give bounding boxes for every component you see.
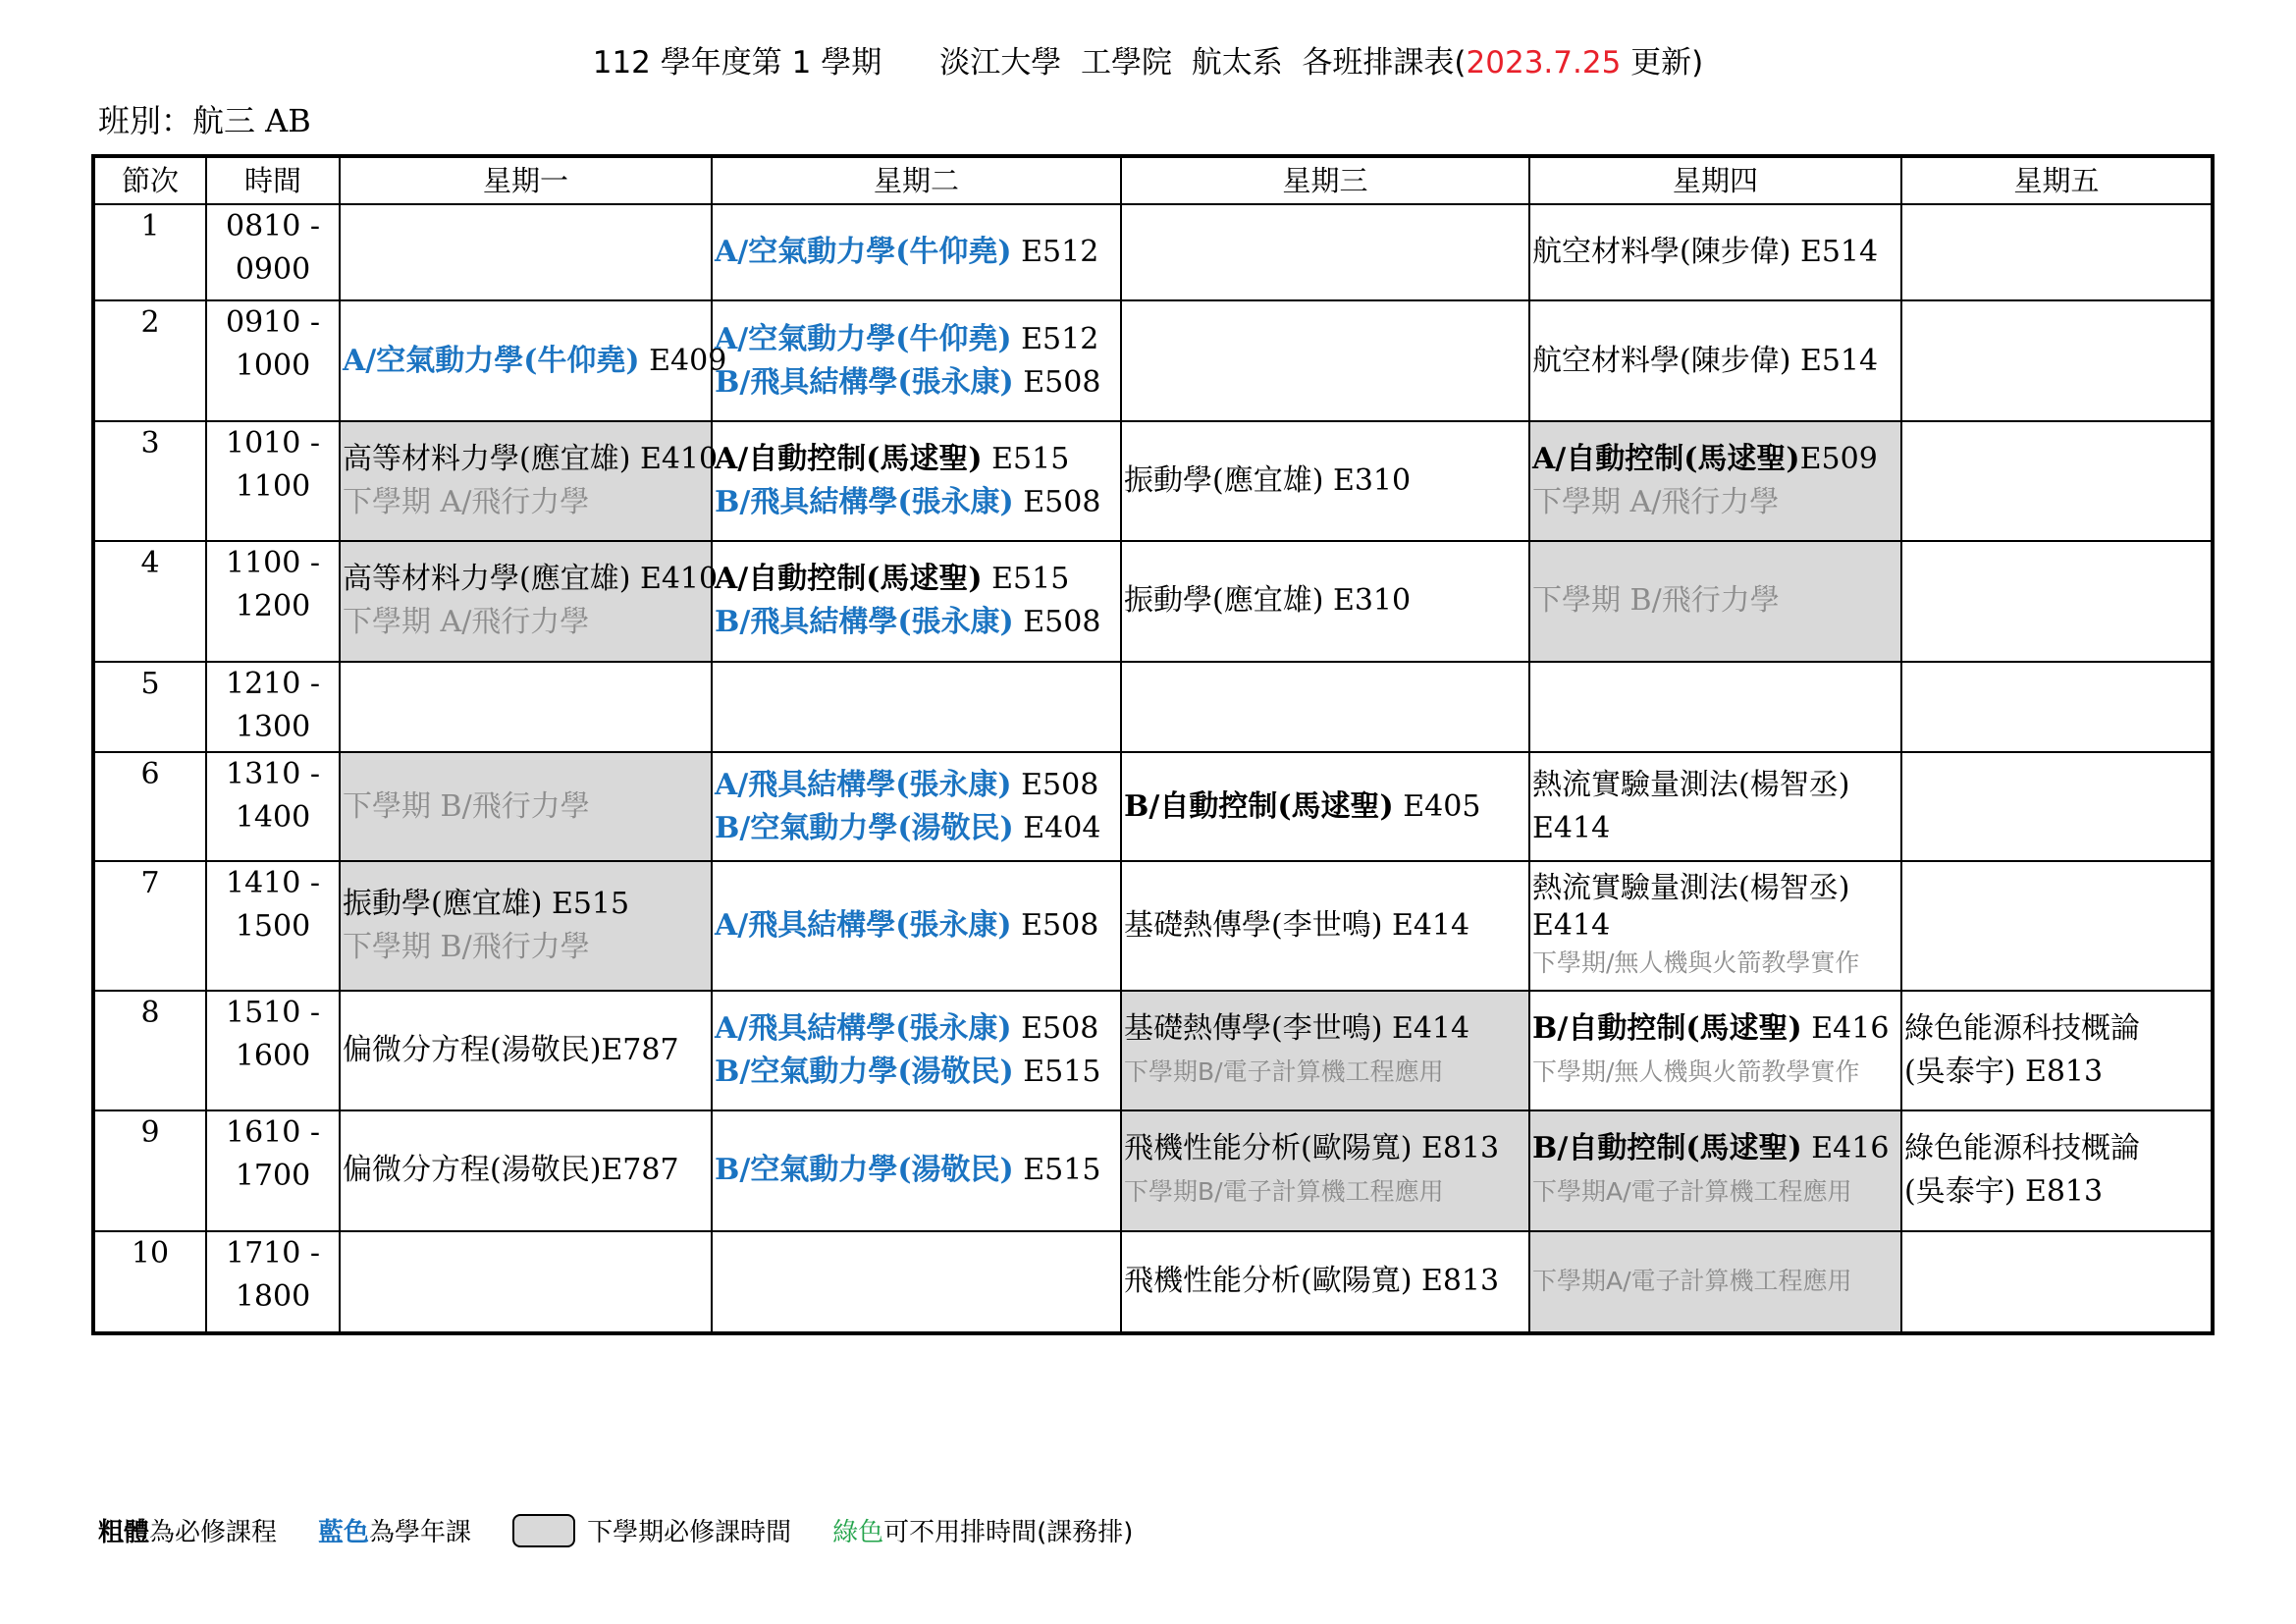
course-entry: 綠色能源科技概論 xyxy=(1904,1010,2140,1046)
cell-fri: 綠色能源科技概論 (吳泰宇) E813 xyxy=(1901,991,2213,1110)
cell-mon xyxy=(340,662,712,752)
next-semester-note: 下學期B/電子計算機工程應用 xyxy=(1124,1056,1444,1086)
cell-wed xyxy=(1121,1110,1529,1230)
course-entry: A/自動控制(馬逑聖) E515 xyxy=(715,442,1070,477)
cell-thu: 熱流實驗量測法(楊智丞) E414 下學期/無人機與火箭教學實作 xyxy=(1529,861,1901,990)
legend-green: 綠色 可不用排時間(課務排) xyxy=(832,1518,1134,1547)
course-entry: A/飛具結構學(張永康) E508 xyxy=(715,908,1099,944)
legend xyxy=(98,1512,1174,1548)
next-semester-note: 下學期 A/飛行力學 xyxy=(343,605,590,640)
cell-fri xyxy=(1901,1231,2213,1333)
course-entry: A/空氣動力學(牛仰堯) E512 xyxy=(715,321,1099,356)
cell-wed xyxy=(1121,541,1529,661)
col-header-fri: 星期五 xyxy=(1901,156,2213,204)
table-row xyxy=(93,1110,2213,1230)
course-entry: A/空氣動力學(牛仰堯) E409 xyxy=(343,343,727,378)
course-entry: B/飛具結構學(張永康) E508 xyxy=(715,364,1101,400)
period-time: 1210 - 1300 xyxy=(206,662,340,752)
period-time: 1410 - 1500 xyxy=(206,861,340,990)
col-header-thu: 星期四 xyxy=(1529,156,1901,204)
period-time: 1610 - 1700 xyxy=(206,1110,340,1230)
cell-mon xyxy=(340,300,727,420)
cell-fri xyxy=(1901,300,2213,420)
course-entry: 綠色能源科技概論 xyxy=(1904,1131,2140,1166)
table-row xyxy=(93,662,2213,752)
cell-tue xyxy=(712,421,1121,541)
course-entry: 熱流實驗量測法(楊智丞) xyxy=(1532,871,1850,906)
cell-wed xyxy=(1121,204,1529,300)
course-entry: B/空氣動力學(湯敬民) E515 xyxy=(715,1054,1101,1089)
header-row xyxy=(93,156,2213,204)
course-entry: 振動學(應宜雄) E515 xyxy=(343,887,630,922)
cell-mon xyxy=(340,204,712,300)
course-entry: 振動學(應宜雄) E310 xyxy=(1124,463,1412,499)
cell-mon xyxy=(340,541,719,661)
col-header-period: 節次 xyxy=(93,156,206,204)
table-row xyxy=(93,861,2213,990)
course-entry: B/空氣動力學(湯敬民) E404 xyxy=(715,810,1101,845)
cell-thu xyxy=(1529,1110,1901,1230)
period-number: 1 xyxy=(93,204,206,300)
cell-mon xyxy=(340,991,712,1110)
period-number: 7 xyxy=(93,861,206,990)
course-entry: 飛機性能分析(歐陽寬) E813 xyxy=(1124,1131,1500,1166)
cell-mon xyxy=(340,861,712,990)
period-time: 1100 - 1200 xyxy=(206,541,340,661)
course-entry: B/飛具結構學(張永康) E508 xyxy=(715,605,1101,640)
next-semester-note: 下學期 B/飛行力學 xyxy=(1532,583,1780,619)
period-number: 6 xyxy=(93,752,206,861)
cell-tue xyxy=(712,1110,1121,1230)
table-row xyxy=(93,300,2213,420)
period-number: 3 xyxy=(93,421,206,541)
next-semester-note: 下學期 A/飛行力學 xyxy=(343,485,590,520)
cell-thu xyxy=(1529,1231,1901,1333)
cell-tue xyxy=(712,861,1121,990)
course-entry: A/飛具結構學(張永康) E508 xyxy=(715,1010,1099,1046)
legend-blue: 藍色 為學年課 xyxy=(318,1518,472,1547)
next-semester-note: 下學期 A/飛行力學 xyxy=(1532,485,1780,520)
course-entry: 振動學(應宜雄) E310 xyxy=(1124,583,1412,619)
course-entry: 基礎熱傳學(李世鳴) E414 xyxy=(1124,908,1470,944)
cell-thu xyxy=(1529,541,1901,661)
next-semester-note: 下學期B/電子計算機工程應用 xyxy=(1124,1177,1444,1207)
cell-tue xyxy=(712,752,1121,861)
cell-mon xyxy=(340,1110,712,1230)
period-number: 2 xyxy=(93,300,206,420)
legend-gray: 下學期必修課時間 xyxy=(512,1512,791,1548)
cell-wed xyxy=(1121,300,1529,420)
table-row xyxy=(93,541,2213,661)
course-entry: 基礎熱傳學(李世鳴) E414 xyxy=(1124,1010,1470,1046)
cell-thu xyxy=(1529,991,1901,1110)
course-entry: 飛機性能分析(歐陽寬) E813 xyxy=(1124,1264,1500,1299)
table-row xyxy=(93,421,2213,541)
table-row xyxy=(93,204,2213,300)
course-entry: A/自動控制(馬逑聖)E509 xyxy=(1532,442,1878,477)
cell-mon xyxy=(340,752,712,861)
course-entry: B/飛具結構學(張永康) E508 xyxy=(715,485,1101,520)
course-entry: 航空材料學(陳步偉) E514 xyxy=(1532,343,1879,378)
period-number: 9 xyxy=(93,1110,206,1230)
cell-wed xyxy=(1121,1231,1529,1333)
legend-bold: 粗體 為必修課程 xyxy=(98,1518,278,1547)
period-number: 4 xyxy=(93,541,206,661)
page-title: 112 學年度第 1 學期 淡江大學 工學院 航太系 各班排課表(2023.7.25 更新) xyxy=(592,45,1704,81)
next-semester-note: 下學期A/電子計算機工程應用 xyxy=(1532,1267,1852,1296)
cell-wed xyxy=(1121,662,1529,752)
course-entry: 偏微分方程(湯敬民)E787 xyxy=(343,1032,679,1067)
cell-fri xyxy=(1901,541,2213,661)
course-entry: 航空材料學(陳步偉) E514 xyxy=(1532,235,1879,270)
course-entry: A/空氣動力學(牛仰堯) E512 xyxy=(715,235,1099,270)
cell-tue xyxy=(712,991,1121,1110)
course-entry: 偏微分方程(湯敬民)E787 xyxy=(343,1153,679,1188)
period-time: 1310 - 1400 xyxy=(206,752,340,861)
period-time: 0910 - 1000 xyxy=(206,300,340,420)
cell-thu xyxy=(1529,300,1901,420)
cell-fri xyxy=(1901,204,2213,300)
col-header-time: 時間 xyxy=(206,156,340,204)
period-time: 0810 - 0900 xyxy=(206,204,340,300)
cell-tue xyxy=(712,541,1121,661)
update-date: 2023.7.25 xyxy=(1466,45,1622,81)
course-entry: B/自動控制(馬逑聖) E416 xyxy=(1532,1010,1890,1046)
next-semester-note: 下學期/無人機與火箭教學實作 xyxy=(1532,948,1860,978)
col-header-mon: 星期一 xyxy=(340,156,712,204)
course-entry: 熱流實驗量測法(楊智丞) xyxy=(1532,767,1850,802)
cell-tue xyxy=(712,1231,1121,1333)
schedule-table xyxy=(91,154,2215,1335)
course-entry: A/自動控制(馬逑聖) E515 xyxy=(715,562,1070,597)
course-entry: B/自動控制(馬逑聖) E416 xyxy=(1532,1131,1890,1166)
cell-thu xyxy=(1529,662,1901,752)
table-row xyxy=(93,1231,2213,1333)
cell-fri xyxy=(1901,662,2213,752)
cell-mon xyxy=(340,1231,712,1333)
cell-fri: 綠色能源科技概論 (吳泰宇) E813 xyxy=(1901,1110,2213,1230)
next-semester-note: 下學期/無人機與火箭教學實作 xyxy=(1532,1056,1860,1086)
gray-swatch xyxy=(512,1514,575,1547)
cell-mon xyxy=(340,421,719,541)
course-entry: A/飛具結構學(張永康) E508 xyxy=(715,767,1099,802)
table-row xyxy=(93,991,2213,1110)
period-time: 1010 - 1100 xyxy=(206,421,340,541)
next-semester-note: 下學期A/電子計算機工程應用 xyxy=(1532,1177,1852,1207)
cell-fri xyxy=(1901,752,2213,861)
cell-tue xyxy=(712,300,1121,420)
period-number: 5 xyxy=(93,662,206,752)
cell-wed xyxy=(1121,991,1529,1110)
cell-thu xyxy=(1529,204,1901,300)
cell-fri xyxy=(1901,421,2213,541)
next-semester-note: 下學期 B/飛行力學 xyxy=(343,788,590,824)
course-entry: 高等材料力學(應宜雄) E410 xyxy=(343,562,719,597)
col-header-tue: 星期二 xyxy=(712,156,1121,204)
course-entry: B/自動控制(馬逑聖) E405 xyxy=(1124,788,1481,824)
cell-thu xyxy=(1529,421,1901,541)
class-label: 班別：航三 AB xyxy=(98,102,311,139)
next-semester-note: 下學期 B/飛行力學 xyxy=(343,930,590,965)
cell-tue xyxy=(712,662,1121,752)
cell-wed xyxy=(1121,861,1529,990)
col-header-wed: 星期三 xyxy=(1121,156,1529,204)
table-row xyxy=(93,752,2213,861)
cell-tue xyxy=(712,204,1121,300)
period-time: 1710 - 1800 xyxy=(206,1231,340,1333)
cell-fri xyxy=(1901,861,2213,990)
period-number: 8 xyxy=(93,991,206,1110)
period-number: 10 xyxy=(93,1231,206,1333)
period-time: 1510 - 1600 xyxy=(206,991,340,1110)
cell-wed xyxy=(1121,752,1529,861)
course-entry: B/空氣動力學(湯敬民) E515 xyxy=(715,1153,1101,1188)
cell-thu: 熱流實驗量測法(楊智丞) E414 xyxy=(1529,752,1901,861)
cell-wed xyxy=(1121,421,1529,541)
course-entry: 高等材料力學(應宜雄) E410 xyxy=(343,442,719,477)
